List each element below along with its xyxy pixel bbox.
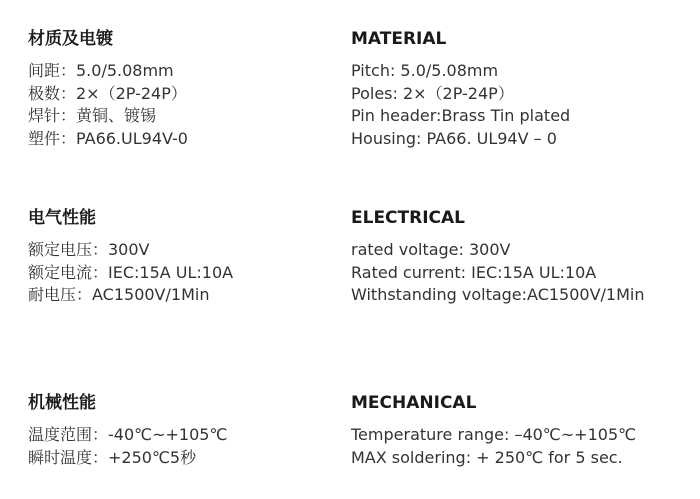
electrical-heading-en: ELECTRICAL: [351, 208, 466, 228]
temperature-range-line-cn: 温度范围：-40℃~+105℃: [28, 425, 228, 444]
mechanical-heading-en: MECHANICAL: [351, 393, 477, 413]
rated-current-line-cn: 额定电流：IEC:15A UL:10A: [28, 262, 234, 282]
rated-voltage-line-cn: 额定电压：300V: [28, 240, 150, 259]
pin-line-cn: 焊针：黄铜、镀锡: [28, 106, 157, 125]
mechanical-heading-cn: 机械性能: [28, 393, 96, 413]
material-heading-cn: 材质及电镀: [28, 29, 113, 49]
soldering-line-cn: 瞬时温度：+250℃5秒: [28, 447, 197, 467]
pitch-line-cn: 间距：5.0/5.08mm: [28, 61, 174, 80]
electrical-section-en: [351, 207, 645, 307]
material-section-en: [351, 28, 570, 150]
material-section-cn: [28, 28, 188, 150]
poles-line-cn: 极数：2×（2P-24P）: [28, 83, 187, 103]
max-soldering-line-en: MAX soldering: + 250℃ for 5 sec.: [351, 447, 623, 467]
housing-line-en: Housing: PA66. UL94V – 0: [351, 128, 557, 148]
mechanical-section-en: [351, 392, 636, 469]
electrical-section-cn: [28, 207, 233, 307]
rated-current-line-en: Rated current: IEC:15A UL:10A: [351, 262, 597, 282]
electrical-heading-cn: 电气性能: [28, 208, 96, 228]
poles-line-en: Poles: 2×（2P-24P）: [351, 83, 514, 103]
pitch-line-en: Pitch: 5.0/5.08mm: [351, 61, 499, 80]
pin-header-line-en: Pin header:Brass Tin plated: [351, 106, 571, 125]
mechanical-section-cn: [28, 392, 227, 469]
temperature-range-line-en: Temperature range: –40℃~+105℃: [351, 425, 637, 444]
material-heading-en: MATERIAL: [351, 29, 447, 49]
withstanding-voltage-line-cn: 耐电压：AC1500V/1Min: [28, 285, 210, 304]
housing-line-cn: 塑件：PA66.UL94V-0: [28, 128, 188, 148]
rated-voltage-line-en: rated voltage: 300V: [351, 240, 511, 259]
withstanding-voltage-line-en: Withstanding voltage:AC1500V/1Min: [351, 285, 645, 304]
